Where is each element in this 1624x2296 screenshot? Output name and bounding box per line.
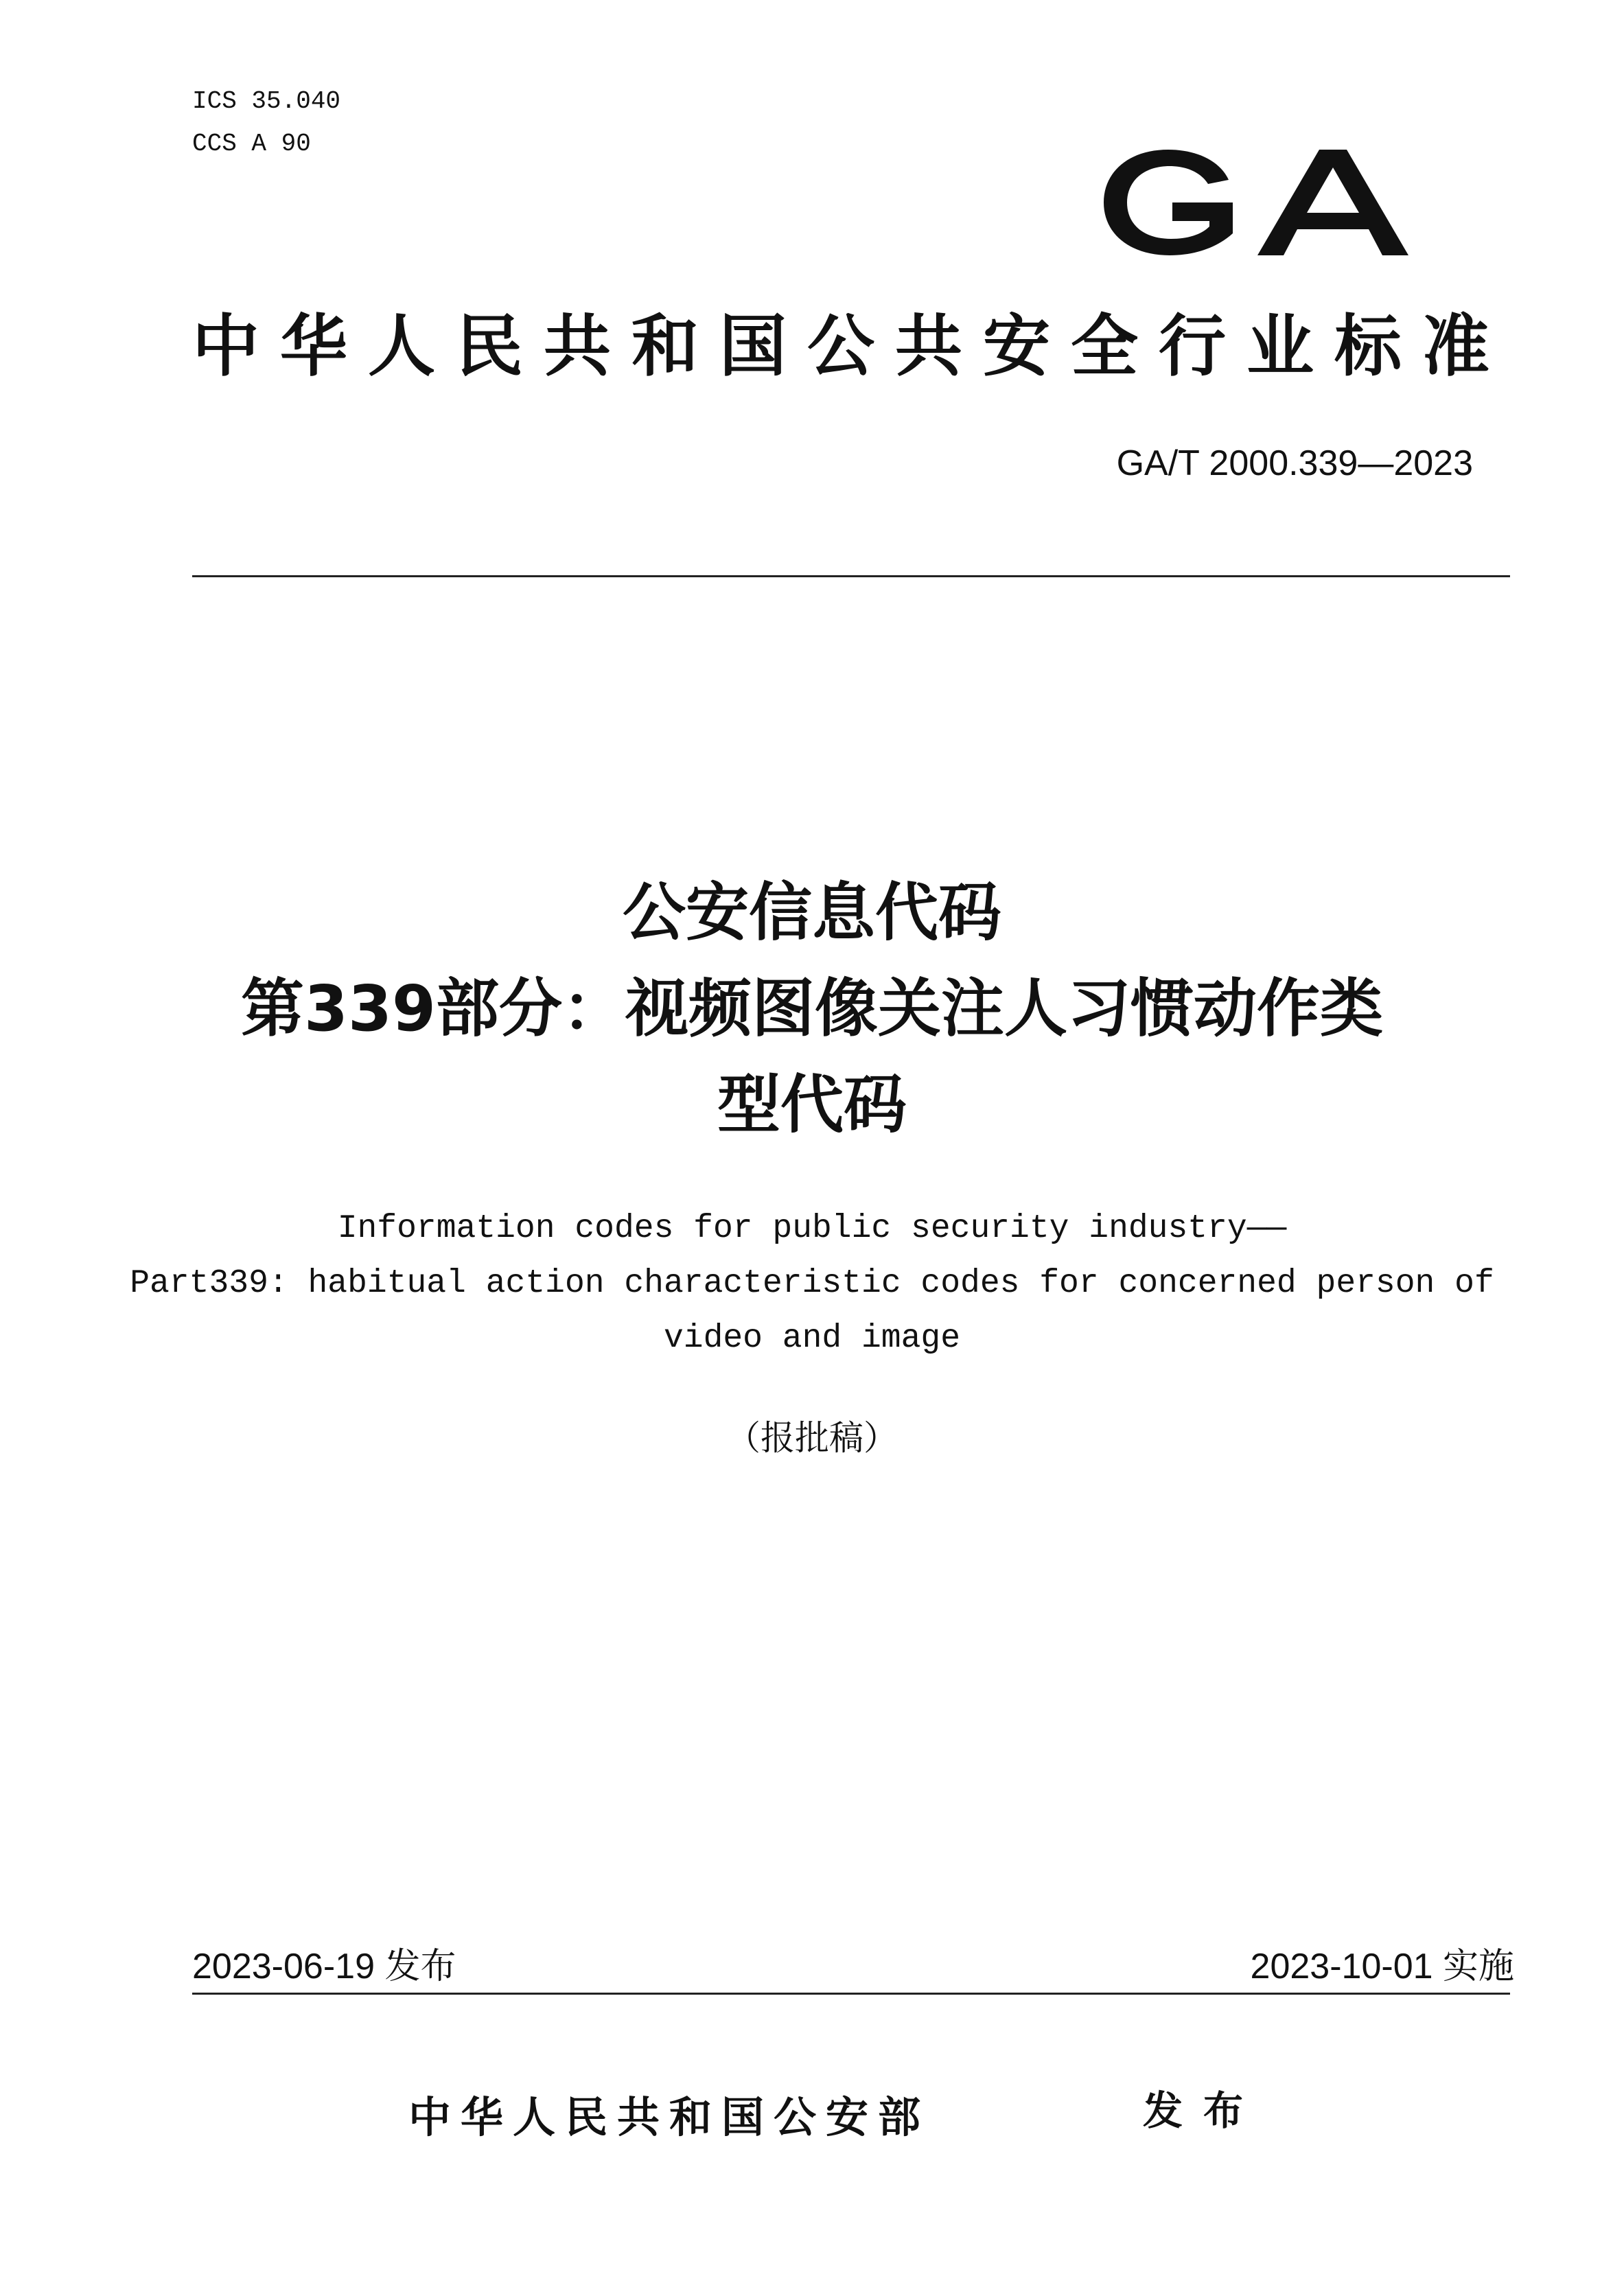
ics-code: ICS 35.040	[192, 87, 341, 115]
implementation-date: 2023-10-01 实施	[1250, 1947, 1514, 1986]
issuing-authority: 中华人民共和国公安部	[408, 2092, 931, 2142]
chinese-title-line: 第339部分：视频图像关注人习惯动作类	[240, 972, 1384, 1045]
standard-category-title: 中华人民共和国公共安全行业标准	[192, 308, 1511, 386]
issue-date: 2023-06-19 发布	[192, 1947, 456, 1986]
bottom-divider	[192, 1993, 1510, 1995]
draft-status-note: （报批稿）	[726, 1418, 898, 1458]
chinese-title	[124, 865, 1500, 1153]
ga-logo	[1091, 137, 1448, 268]
ccs-code: CCS A 90	[192, 130, 311, 158]
english-title-line: Part339: habitual action characteristic codes for concerned person of	[130, 1265, 1494, 1302]
chinese-title-line: 公安信息代码	[622, 876, 1001, 949]
english-title-line: video and image	[663, 1320, 961, 1357]
standard-number: GA/T 2000.339—2023	[1116, 443, 1473, 483]
english-title	[103, 1201, 1521, 1366]
publish-label: 发布	[1143, 2087, 1264, 2134]
english-title-line: Information codes for public security industry——	[337, 1210, 1287, 1247]
top-divider	[192, 575, 1510, 577]
chinese-title-line: 型代码	[717, 1068, 907, 1141]
